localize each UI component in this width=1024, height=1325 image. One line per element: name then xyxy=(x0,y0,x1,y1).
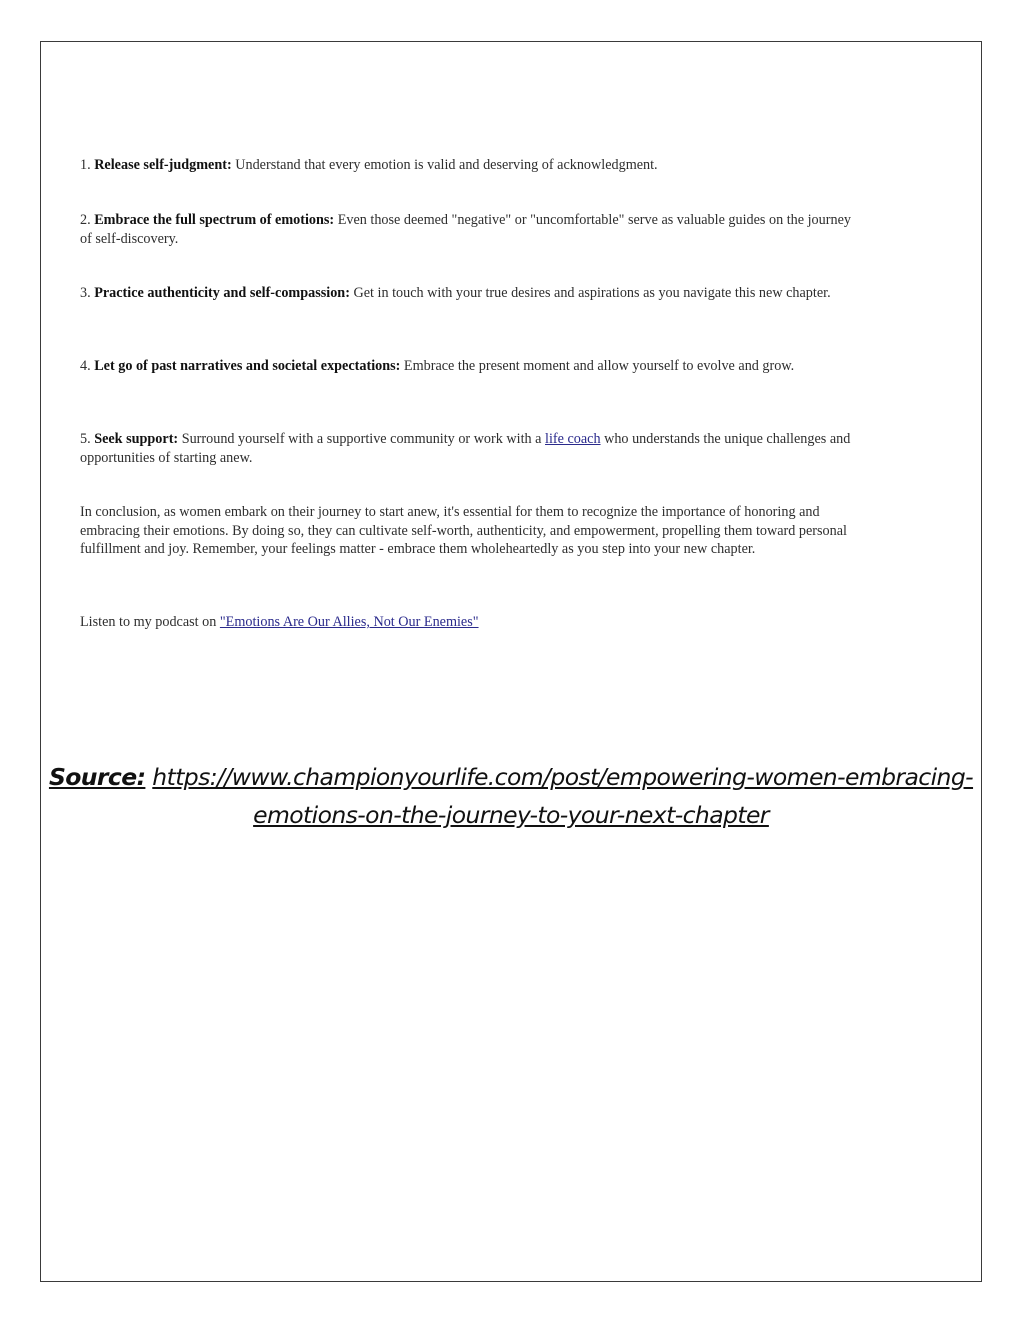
source-url-link[interactable]: https://www.championyourlife.com/post/empowering-women-embracing-emotions-on-the-journey-to-your-next-chapter xyxy=(152,763,974,829)
item-text: Surround yourself with a supportive community or work with a xyxy=(181,431,542,447)
podcast-prefix: Listen to my podcast on xyxy=(80,614,217,630)
item-number: 1. xyxy=(80,157,91,173)
life-coach-link[interactable]: life coach xyxy=(545,431,601,447)
item-heading: Release self-judgment: xyxy=(94,157,232,173)
source-citation xyxy=(41,758,981,834)
item-heading: Seek support: xyxy=(94,431,179,447)
item-text: Understand that every emotion is valid and deserving of acknowledgment. xyxy=(235,157,658,173)
item-number: 3. xyxy=(80,285,91,301)
item-text: Embrace the present moment and allow yourself to evolve and grow. xyxy=(403,358,795,374)
item-text: Even those deemed "negative" or "uncomfortable" serve as valuable guides on the journey of self-discovery. xyxy=(80,212,851,247)
list-item xyxy=(80,430,855,467)
podcast-link[interactable]: "Emotions Are Our Allies, Not Our Enemies" xyxy=(219,614,479,630)
list-item xyxy=(80,357,855,376)
item-heading: Practice authenticity and self-compassion: xyxy=(94,285,350,301)
item-number: 5. xyxy=(80,431,91,447)
item-heading: Embrace the full spectrum of emotions: xyxy=(94,212,335,228)
source-label: Source: xyxy=(48,763,146,791)
list-item xyxy=(80,211,855,248)
item-text: Get in touch with your true desires and aspirations as you navigate this new chapter. xyxy=(353,285,831,301)
list-item xyxy=(80,156,855,175)
item-number: 2. xyxy=(80,212,91,228)
item-heading: Let go of past narratives and societal expectations: xyxy=(94,358,401,374)
item-number: 4. xyxy=(80,358,91,374)
podcast-line xyxy=(80,613,855,632)
list-item xyxy=(80,284,855,303)
item-text: who understands the unique challenges and opportunities of starting anew. xyxy=(80,431,851,466)
conclusion-paragraph: In conclusion, as women embark on their journey to start anew, it's essential for them to recognize the importance of honoring and embracing their emotions. By doing so, they can cultivate self-worth, authenticity, and empowerment, propelling them toward personal fulfillment and joy. Remember, your feelings matter - embrace them wholeheartedly as you step into your new chapter. xyxy=(80,504,847,557)
